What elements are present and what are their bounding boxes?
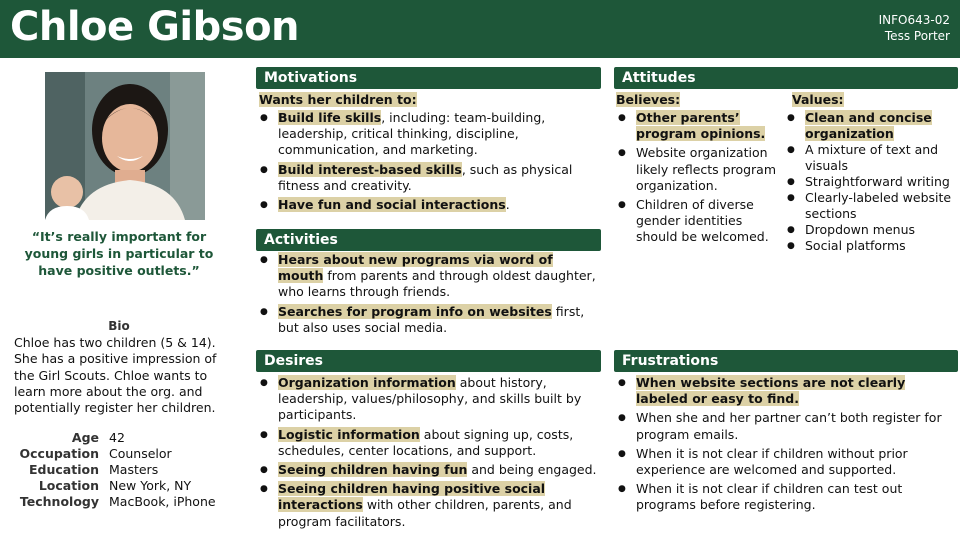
item-text: about signing up, costs, schedules, center locations, and support. xyxy=(278,426,574,458)
author-name: Tess Porter xyxy=(884,29,950,43)
item-text: with other children, parents, and program facilitators. xyxy=(278,497,572,529)
list-item xyxy=(614,375,958,407)
frustrations-list xyxy=(614,375,958,517)
item-text: from parents and through oldest daughter, who learns through friends. xyxy=(278,268,596,300)
list-item xyxy=(614,446,958,478)
fact-education xyxy=(14,462,254,478)
values-title-text: Values: xyxy=(792,92,844,107)
header-bar xyxy=(0,0,960,58)
believes-title-text: Believes: xyxy=(616,92,681,107)
fact-label: Age xyxy=(71,430,99,445)
list-item xyxy=(783,222,960,238)
item-text: Website organization likely reflects program organization. xyxy=(636,145,777,193)
item-highlight: Clean and concise organization xyxy=(805,110,932,141)
fact-technology xyxy=(14,494,254,510)
persona-facts xyxy=(14,430,254,510)
course-code: INFO643-02 xyxy=(878,13,950,27)
fact-label: Education xyxy=(29,462,99,477)
item-highlight: Logistic information xyxy=(278,426,420,442)
attitudes-header: Attitudes xyxy=(614,67,958,89)
values-list xyxy=(783,110,960,254)
list-item xyxy=(256,304,601,336)
list-item xyxy=(783,190,960,222)
item-highlight: Organization information xyxy=(278,375,456,390)
course-info xyxy=(879,12,950,44)
fact-value: MacBook, iPhone xyxy=(109,494,216,509)
item-text: and being engaged. xyxy=(467,462,597,478)
item-text: A mixture of text and visuals xyxy=(805,142,939,173)
fact-label: Location xyxy=(38,478,99,493)
item-text: When it is not clear if children can test out programs before registering. xyxy=(636,481,903,513)
bio-text: Chloe has two children (5 & 14). She has a positive impression of the Girl Scouts. Chloe wants to learn more about the org. and potentially register her children. xyxy=(14,335,217,416)
item-highlight: Have fun and social interactions xyxy=(278,197,506,213)
fact-value: 42 xyxy=(109,430,125,445)
item-highlight: Build life skills xyxy=(278,110,382,125)
persona-quote: “It’s really important for young girls in particular to have positive outlets.” xyxy=(24,229,214,278)
item-text: about history, leadership, values/philosophy, and skills built by participants. xyxy=(278,375,582,423)
list-item xyxy=(783,238,960,254)
list-item xyxy=(614,481,958,513)
list-item xyxy=(256,110,601,159)
frustrations-header: Frustrations xyxy=(614,350,958,372)
persona-name: Chloe Gibson xyxy=(10,4,300,50)
desires-list xyxy=(256,375,601,533)
item-highlight: When website sections are not clearly labeled or easy to find. xyxy=(636,375,906,407)
item-highlight: Searches for program info on websites xyxy=(278,303,552,319)
list-item xyxy=(783,110,960,142)
activities-list xyxy=(256,252,601,339)
motivations-header: Motivations xyxy=(256,67,601,89)
item-text: Dropdown menus xyxy=(805,222,915,237)
item-text: , including: team-building, leadership, critical thinking, discipline, communication, and marketing. xyxy=(278,110,546,158)
item-highlight: Other parents’ program opinions. xyxy=(636,110,766,142)
list-item xyxy=(614,410,958,442)
fact-occupation xyxy=(14,446,254,462)
fact-age xyxy=(14,430,254,446)
item-text: Clearly-labeled website sections xyxy=(805,190,952,221)
list-item xyxy=(256,252,601,301)
item-text: , such as physical fitness and creativity. xyxy=(278,161,573,193)
activities-header: Activities xyxy=(256,229,601,251)
motivations-list xyxy=(256,110,601,216)
fact-value: Counselor xyxy=(109,446,172,461)
item-text: When she and her partner can’t both register for program emails. xyxy=(636,410,942,442)
item-text: first, but also uses social media. xyxy=(278,303,585,335)
fact-label: Occupation xyxy=(19,446,99,461)
item-highlight: Seeing children having fun xyxy=(278,462,468,478)
desires-header: Desires xyxy=(256,350,601,372)
list-item xyxy=(256,462,601,478)
list-item xyxy=(783,142,960,174)
persona-photo xyxy=(45,72,205,220)
item-highlight: Seeing children having positive social interactions xyxy=(278,481,546,513)
list-item xyxy=(256,427,601,459)
item-highlight: Hears about new programs via word of mouth xyxy=(278,252,553,284)
believes-list xyxy=(614,110,786,249)
list-item xyxy=(614,145,786,194)
item-text: Children of diverse gender identities should be welcomed. xyxy=(636,197,769,245)
motivations-subtitle-text: Wants her children to: xyxy=(259,92,417,107)
item-text: When it is not clear if children without prior experience are welcomed and supported. xyxy=(636,445,908,478)
motivations-subtitle xyxy=(259,92,417,107)
bio-title: Bio xyxy=(108,319,130,333)
portrait-illustration xyxy=(45,72,205,220)
list-item xyxy=(614,197,786,246)
values-title xyxy=(792,92,844,107)
fact-value: Masters xyxy=(109,462,159,477)
fact-value: New York, NY xyxy=(109,478,192,493)
list-item xyxy=(783,174,960,190)
item-highlight: Build interest-based skills xyxy=(278,161,462,177)
item-text: Straightforward writing xyxy=(805,174,950,189)
fact-label: Technology xyxy=(19,494,99,509)
list-item xyxy=(256,375,601,424)
list-item xyxy=(256,481,601,530)
fact-location xyxy=(14,478,254,494)
list-item xyxy=(614,110,786,142)
item-text: Social platforms xyxy=(805,238,906,253)
list-item xyxy=(256,162,601,194)
list-item xyxy=(256,197,601,213)
item-text: . xyxy=(505,197,510,213)
believes-title xyxy=(616,92,680,107)
